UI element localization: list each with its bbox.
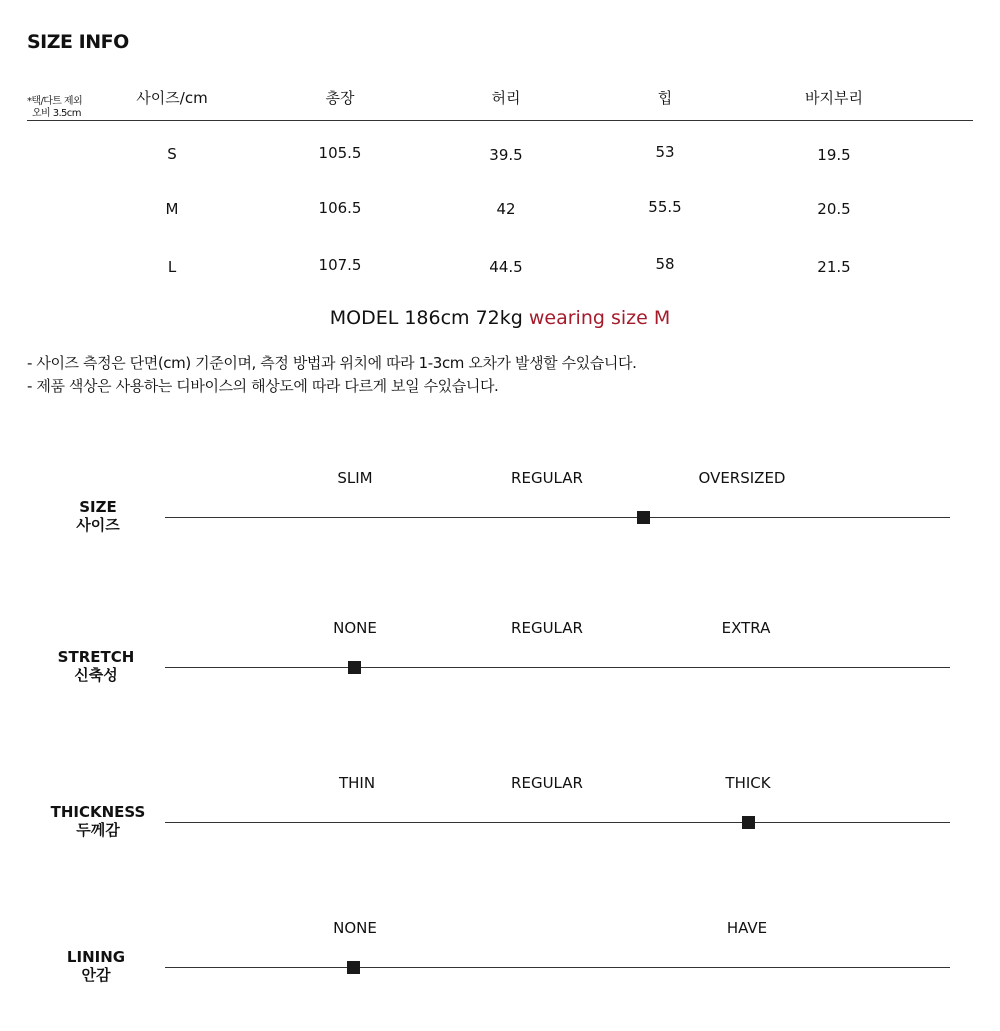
scale-option: REGULAR [511,469,583,487]
scale-label [76,498,119,534]
scale-label-ko: 두께감 [76,821,120,839]
cell-hem: 21.5 [817,258,851,276]
scale-marker [347,961,360,974]
note-measurement: - 사이즈 측정은 단면(cm) 기준이며, 측정 방법과 위치에 따라 1-3cm 오차가 발생할 수있습니다. [27,354,637,372]
cell-hip: 55.5 [648,198,682,216]
header-divider [27,120,973,121]
model-text: MODEL 186cm 72kg [329,307,529,329]
header-total-length: 총장 [325,89,355,107]
cell-waist: 39.5 [489,146,523,164]
scale-option: HAVE [726,919,768,937]
scale-option: THICK [725,774,771,792]
scale-option: NONE [333,619,377,637]
note-line-2: 오비 3.5cm [32,108,81,119]
header-size: 사이즈/cm [136,89,208,107]
scale-label-en: SIZE [79,498,117,516]
scale-track [165,517,950,518]
scale-option: REGULAR [511,774,583,792]
scale-option: OVERSIZED [698,469,786,487]
scale-label-en: THICKNESS [50,803,146,821]
scale-option: EXTRA [721,619,771,637]
model-wearing-size: wearing size M [528,307,671,329]
cell-hem: 20.5 [817,200,851,218]
note-color: - 제품 색상은 사용하는 디바이스의 해상도에 따라 다르게 보일 수있습니다. [27,377,499,395]
model-info [0,307,1000,329]
scale-track [165,667,950,668]
cell-waist: 44.5 [489,258,523,276]
header-hem: 바지부리 [805,89,863,107]
cell-hip: 58 [655,255,675,273]
scale-label-en: LINING [66,948,126,966]
scale-track [165,967,950,968]
scale-marker [742,816,755,829]
scale-marker [637,511,650,524]
header-hip: 힙 [657,89,673,107]
cell-total-length: 107.5 [318,256,362,274]
scale-option: THIN [338,774,376,792]
scale-marker [348,661,361,674]
header-waist: 허리 [491,89,521,107]
cell-hem: 19.5 [817,146,851,164]
page-title: SIZE INFO [27,31,129,53]
cell-size: M [165,200,179,218]
scale-label [67,948,125,984]
scale-label-en: STRETCH [57,648,135,666]
scale-label [58,648,135,684]
cell-waist: 42 [496,200,516,218]
cell-size: S [167,145,177,163]
cell-total-length: 105.5 [318,144,362,162]
scale-label-ko: 신축성 [74,666,118,684]
scale-label [51,803,146,839]
size-notes [27,352,636,398]
scale-track [165,822,950,823]
cell-total-length: 106.5 [318,199,362,217]
scale-option: NONE [333,919,377,937]
cell-hip: 53 [655,143,675,161]
scale-label-ko: 안감 [81,966,111,984]
scale-option: SLIM [337,469,373,487]
scale-label-ko: 사이즈 [76,516,120,534]
scale-option: REGULAR [511,619,583,637]
note-line-1: *택/다트 제외 [27,96,83,107]
cell-size: L [167,258,177,276]
measurement-note [27,96,82,120]
